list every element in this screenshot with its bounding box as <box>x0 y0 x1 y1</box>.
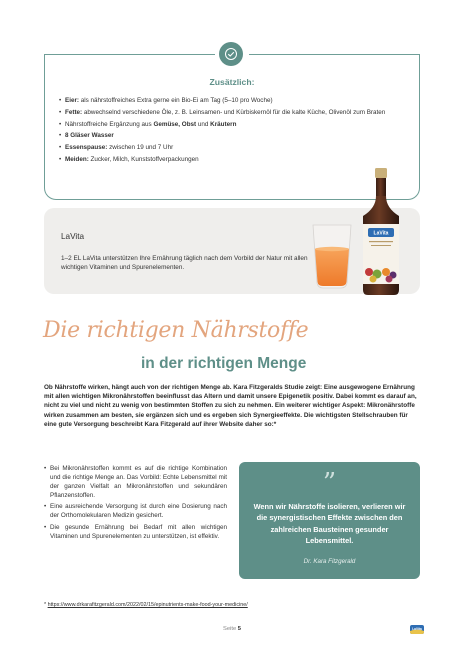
list-item: • Eine ausreichende Versorgung ist durch eine Dosierung nach der Orthomolekularen Medizin gesichert. <box>44 502 227 520</box>
list-item: • Eier: als nährstoffreiches Extra gerne ein Bio-Ei am Tag (5–10 pro Woche) <box>58 97 410 106</box>
lavita-text: 1–2 EL LaVita unterstützen Ihre Ernährung täglich nach dem Vorbild der Natur mit allen wichtigen Vitaminen und Spurenelementen. <box>61 255 308 271</box>
page-number-value: 5 <box>237 626 242 632</box>
footnote <box>44 602 248 608</box>
box-top-border-left <box>44 54 215 55</box>
quote-text: Wenn wir Nährstoffe isolieren, verlieren wir die synergistischen Effekte zwischen den zahlreichen Bausteinen gesunder Lebensmittel. <box>253 502 406 546</box>
additional-list <box>58 97 410 168</box>
page-label: Seite <box>222 626 237 632</box>
list-item: • Essenspause: zwischen 19 und 7 Uhr <box>58 144 410 153</box>
juice-glass-image <box>309 221 355 291</box>
list-item: • 8 Gläser Wasser <box>58 132 410 141</box>
footnote-marker: * <box>44 602 47 608</box>
quote-box <box>239 462 420 579</box>
quote-author: Dr. Kara Fitzgerald <box>303 558 356 565</box>
quote-icon: ” <box>322 468 337 498</box>
lavita-title: LaVita <box>61 232 85 241</box>
list-item: • Meiden: Zucker, Milch, Kunststoffverpackungen <box>58 156 410 165</box>
lavita-logo <box>410 625 424 634</box>
bottle-label-text: LaVita <box>373 230 389 237</box>
list-item: • Bei Mikronährstoffen kommt es auf die richtige Kombination und die richtige Menge an. Das Vorbild: Echte Lebensmittel mit der ganzen Vielfalt an Mikronährstoffen und sekundären Pflanzenstoffen. <box>44 464 227 500</box>
tips-list <box>44 464 227 543</box>
heading-script: Die richtigen Nährstoffe <box>43 318 309 343</box>
lavita-bottle-image <box>355 168 407 296</box>
box-top-border-right <box>249 54 420 55</box>
logo-text: LaVita <box>412 627 422 631</box>
list-item: • Nährstoffreiche Ergänzung aus Gemüse, Obst und Kräutern <box>58 121 410 130</box>
list-item: • Fette: abwechselnd verschiedene Öle, z. B. Leinsamen- und Kürbiskernöl für die kalte Küche, Olivenöl zum Braten <box>58 109 410 118</box>
intro-paragraph: Ob Nährstoffe wirken, hängt auch von der richtigen Menge ab. Kara Fitzgeralds Studie zeigt: Eine ausgewogene Ernährung mit allen wichtigen Mikronährstoffen beeinflusst das Altern und damit unsere Epigenetik positiv. Dabei kommt es darauf an, nicht zu viel und nicht zu wenig von bestimmten Stoffen zu sich zu nehmen. Ein weiterer wichtiger Aspekt: Mikronährstoffe wirken zusammen am besten, sie ergänzen sich und es ergeben sich Synergieeffekte. Die wichtigsten Stellschrauben für eine gute Versorgung beschreibt Kara Fitzgerald auf ihrer Website daher so:* <box>44 384 417 428</box>
list-item: • Die gesunde Ernährung bei Bedarf mit allen wichtigen Vitaminen und Spurenelementen zu unterstützen, ist effektiv. <box>44 523 227 541</box>
box-title: Zusätzlich: <box>209 77 255 87</box>
heading-subtitle: in der richtigen Menge <box>141 355 307 372</box>
page-number <box>0 626 464 632</box>
footnote-link[interactable]: https://www.drkarafitzgerald.com/2022/02/15/epinutrients-make-food-your-medicine/ <box>47 602 248 608</box>
check-icon <box>219 42 243 66</box>
